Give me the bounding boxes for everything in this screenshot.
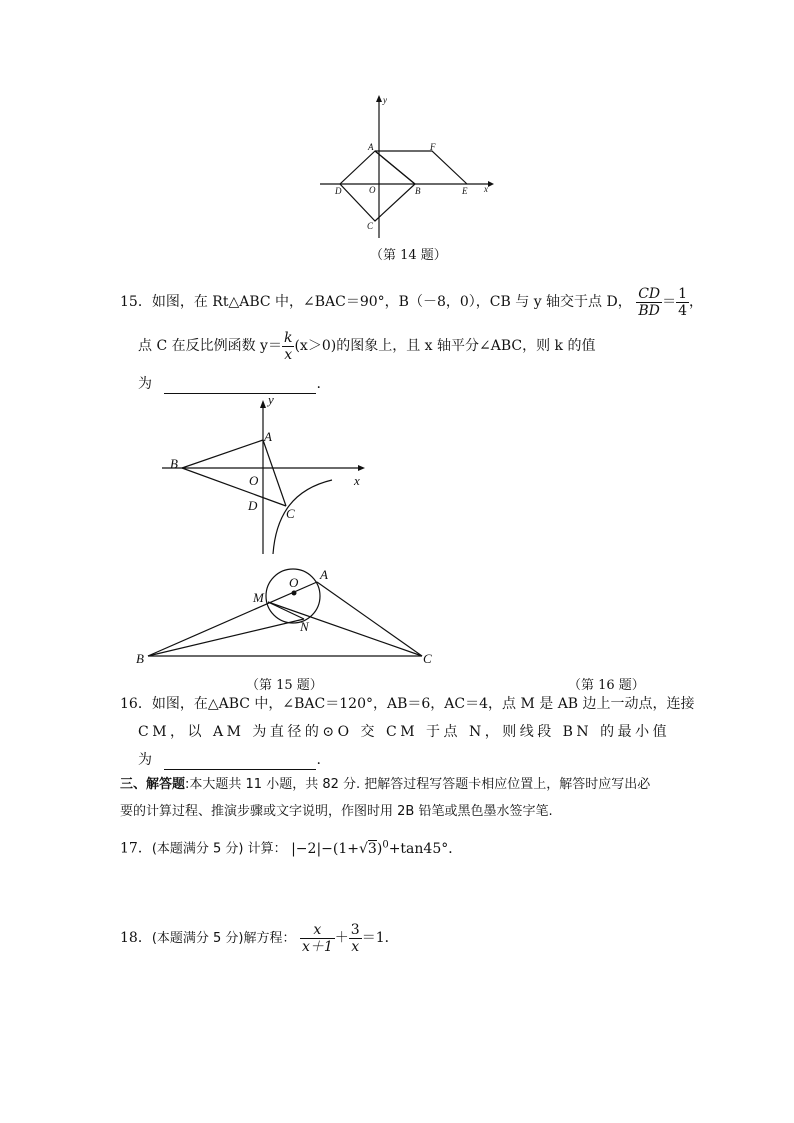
- fig16-line-ac: [317, 582, 422, 656]
- q15-answer-blank[interactable]: [164, 379, 316, 394]
- fig14-label-o: O: [369, 185, 376, 195]
- fig14-label-d: D: [335, 186, 342, 196]
- fig16-line-bn: [148, 619, 304, 656]
- q18-line: 18．(本题满分 5 分)解方程： $\frac{x}{x+1}$ ＋ $\frac{3}{x}$ ＝1．: [120, 921, 399, 955]
- q15-line3: 为 .: [138, 376, 321, 392]
- fig15-line-bc: [182, 468, 286, 506]
- section3-line2: 要的计算过程、推演步骤或文字说明，作图时用 2B 铅笔或黑色墨水签字笔.: [120, 804, 553, 819]
- fig16-line-mc: [268, 602, 422, 656]
- q16-line1: 16．如图，在△ABC 中，∠BAC＝120°，AB＝6，AC＝4，点 M 是 AB 边上一动点，连接: [120, 696, 695, 712]
- fig16-line-mn: [268, 602, 304, 619]
- fig14-label-b: B: [415, 186, 421, 196]
- q15-number: 15．: [120, 294, 152, 310]
- fig16-label-c: C: [423, 651, 432, 666]
- figure-16: [130, 566, 440, 672]
- fig16-label-b: B: [136, 651, 144, 666]
- q15-line1: 15．如图，在 Rt△ABC 中，∠BAC＝90°，B（－8，0），CB 与 y 轴交于点 D， $\frac{CD}{BD}$ ＝ $\frac{1}{4}$ ，: [120, 285, 704, 319]
- q15-function-fraction: $\frac{k}{x}$: [283, 329, 293, 363]
- fig15-line-ba: [182, 440, 263, 468]
- fig14-x-arrow: [488, 181, 494, 187]
- q15-line2: 点 C 在反比例函数 y＝ $\frac{k}{x}$ (x＞0)的图象上，且 x 轴平分∠ABC，则 k 的值: [138, 329, 596, 363]
- fig16-label-m: M: [253, 590, 264, 605]
- section3-line1: 三、解答题:本大题共 11 小题，共 82 分. 把解答过程写答题卡相应位置上，解答时应写出必: [120, 777, 651, 792]
- q15-ratio-fraction: $\frac{CD}{BD}$: [638, 285, 661, 319]
- fig14-label-x: x: [484, 184, 488, 194]
- fig16-label-n: N: [300, 619, 309, 634]
- fig14-diagonal-ab: [375, 151, 415, 184]
- fig15-label-o: O: [249, 473, 259, 488]
- q15-text: 如图，在 Rt△ABC 中，∠BAC＝90°，B（－8，0），CB 与 y 轴交于点 D，: [151, 294, 632, 310]
- fig16-label-a: A: [320, 567, 328, 582]
- fig14-label-c: C: [367, 221, 374, 231]
- fig15-label-d: D: [248, 498, 258, 513]
- q18-number: 18．: [120, 930, 152, 946]
- fig15-label-x: x: [354, 473, 360, 488]
- fig14-label-e: E: [462, 186, 468, 196]
- fig15-line-ac: [263, 440, 286, 506]
- q16-line3: 为 .: [138, 752, 321, 768]
- section3-heading: 三、解答题: [120, 777, 186, 792]
- fig14-square-abcd: [340, 151, 415, 221]
- fig15-x-arrow: [358, 465, 365, 471]
- fig16-label-o: O: [289, 575, 299, 590]
- fig14-label-y: y: [383, 95, 387, 105]
- fig14-label-f: F: [430, 142, 436, 152]
- q18-fraction-1: $\frac{x}{x+1}$: [301, 921, 333, 955]
- fig15-label-c: C: [286, 506, 295, 521]
- fig15-y-arrow: [260, 400, 266, 408]
- q16-answer-blank[interactable]: [164, 755, 316, 770]
- fig15-hyperbola: [273, 480, 332, 554]
- figure-15: [160, 396, 380, 556]
- q18-fraction-2: $\frac{3}{x}$: [350, 921, 360, 955]
- fig14-y-arrow: [376, 95, 382, 102]
- fig15-label-b: B: [170, 456, 178, 471]
- fig14-parallelogram-edges: [375, 151, 467, 184]
- fig14-caption: （第 14 题）: [370, 248, 447, 263]
- q16-number: 16．: [120, 696, 152, 712]
- q15-ratio-value: $\frac{1}{4}$: [678, 285, 688, 319]
- fig15-label-y: y: [268, 396, 274, 407]
- fig15-label-a: A: [264, 429, 272, 444]
- fig14-label-a: A: [368, 142, 374, 152]
- fig16-center-dot: [292, 591, 297, 596]
- q17-line: 17．(本题满分 5 分) 计算： $|-2|-(1+√3)^0+\tan 45^\circ$．: [120, 839, 463, 857]
- fig15-caption: （第 15 题）: [246, 678, 323, 693]
- q16-line2: CM，以 AM 为直径的⊙O 交 CM 于点 N，则线段 BN 的最小值: [138, 724, 671, 740]
- q17-expression: $|-2|-(1+√3)^0+\tan 45^\circ$．: [291, 839, 463, 857]
- fig16-caption: （第 16 题）: [568, 678, 645, 693]
- figure-14: [316, 92, 496, 242]
- q17-number: 17．: [120, 840, 152, 857]
